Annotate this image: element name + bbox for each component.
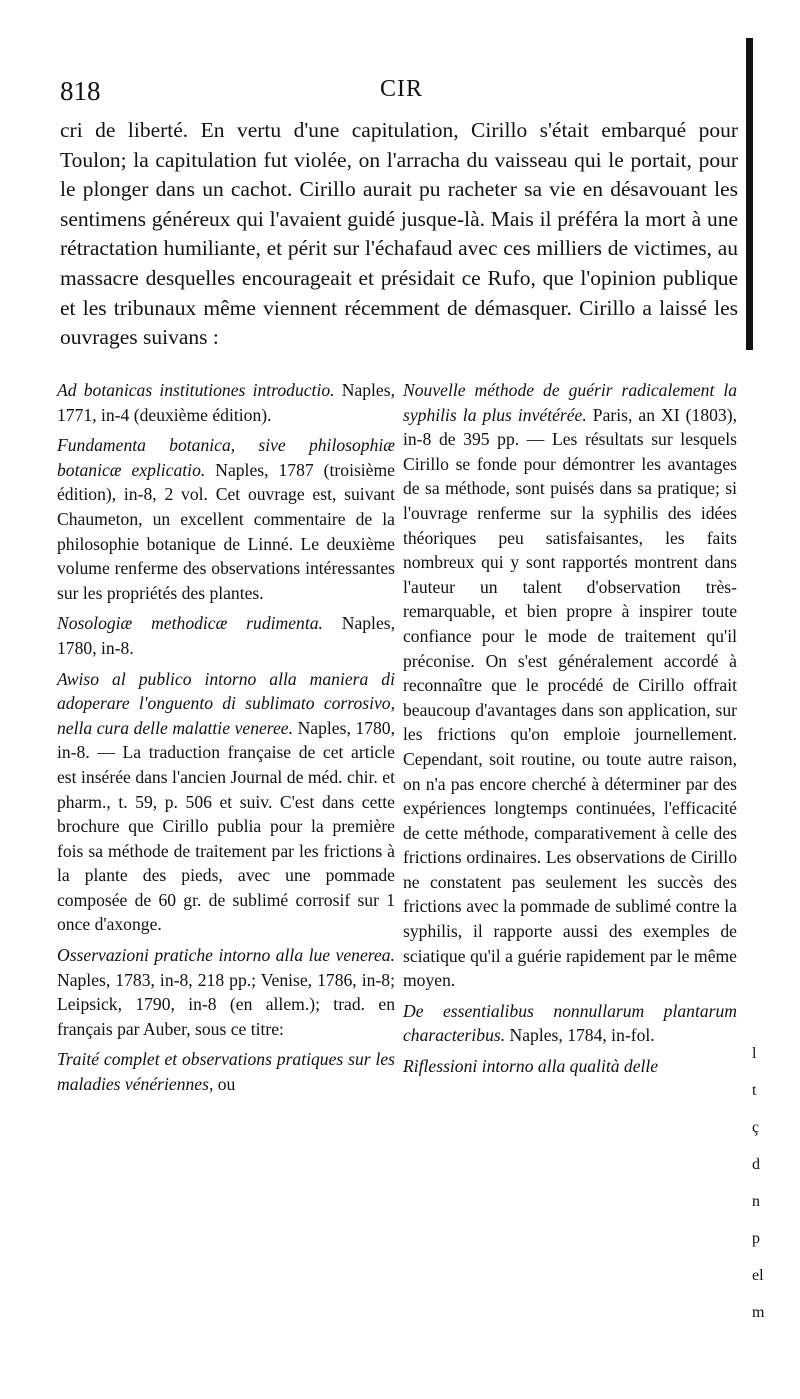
page-header bbox=[52, 76, 742, 116]
entry-text: Naples, 1780, in-8. — La traduction française de cet article est insérée dans l'ancien Journal de méd. chir. et pharm., t. 59, p. 506 et suiv. C'est dans cette brochure que Cirillo publia pour la première fois sa méthode de traitement par les frictions à la plante des pieds, avec une pommade composée de 60 gr. de sublimé corrosif sur 1 once d'axonge. bbox=[57, 717, 396, 935]
entry-title: Nouvelle méthode de guérir radicalement la syphilis la plus invétérée. bbox=[403, 380, 737, 425]
entry-title: Traité complet et observations pratiques sur les maladies vénériennes, bbox=[57, 1049, 395, 1095]
entry-title: Ad botanicas institutiones introductio. bbox=[57, 380, 335, 400]
margin-letter: l bbox=[752, 1045, 757, 1062]
right-column bbox=[403, 378, 737, 1085]
margin-letter: p bbox=[752, 1230, 760, 1247]
entry-text: ou bbox=[213, 1074, 236, 1095]
margin-letter: el bbox=[752, 1267, 764, 1284]
bibliography-entry bbox=[57, 611, 395, 660]
margin-fragment-letters bbox=[752, 1035, 782, 1331]
entry-title: Nosologiæ methodicæ rudimenta. bbox=[57, 613, 323, 634]
bibliography-entry bbox=[57, 943, 395, 1041]
entry-title: Fundamenta botanica, sive philosophiæ botanicæ explicatio. bbox=[57, 435, 395, 480]
bibliography-entry bbox=[57, 378, 395, 427]
page-number: 818 bbox=[60, 76, 101, 106]
entry-text: Paris, an XI (1803), in-8 de 395 pp. — Les résultats sur lesquels Cirillo se fonde pour démontrer les avantages de sa méthode, sont puisés dans sa pratique; si l'ouvrage renferme sur la syphilis des idées théoriques peu satisfaisantes, les faits nombreux qui y sont rapportés montrent dans l'auteur un talent d'observation très-remarquable, et bien propre à inspirer toute confiance pour le mode de traitement qu'il préconise. On s'est généralement accordé à reconnaître que le procédé de Cirillo offrait beaucoup d'avantages dans son application, sur les frictions qu'on emploie journellement. Cependant, soit routine, ou toute autre raison, on n'a pas encore cherché à déterminer par des expériences longtemps continuées, l'efficacité de cette méthode, comparativement à celle des frictions ordinaires. Les observations de Cirillo ne constatent pas seulement les succès des frictions avec la pommade de sublimé contre la syphilis, il rapporte aussi des exemples de sciatique qu'il a guérie rapidement par le même moyen. bbox=[403, 404, 737, 991]
intro-text: cri de liberté. En vertu d'une capitulation, Cirillo s'était embarqué pour Toulon; la capitulation fut violée, on l'arracha du vaisseau qui le portait, pour le plonger dans un cachot. Cirillo aurait pu racheter sa vie en désavouant les sentimens généreux qui l'avaient guidé jusque-là. Mais il préféra la mort à une rétractation humiliante, et périt sur l'échafaud avec ces milliers de victimes, au massacre desquelles encourageait et présidait ce Rufo, que l'opinion publique et les tribunaux même viennent récemment de démasquer. Cirillo a laissé les ouvrages suivans : bbox=[60, 118, 738, 350]
entry-text: Naples, 1784, in-fol. bbox=[505, 1025, 655, 1046]
bibliography-entry bbox=[57, 433, 395, 605]
entry-text: Naples, 1780, in-8. bbox=[57, 613, 395, 658]
margin-letter: m bbox=[752, 1304, 765, 1321]
margin-letter: d bbox=[752, 1156, 760, 1173]
bibliography-entry bbox=[403, 1054, 737, 1079]
bibliography-entry bbox=[57, 1047, 395, 1096]
intro-paragraph bbox=[60, 116, 738, 353]
scan-edge-shadow bbox=[746, 38, 753, 350]
bibliography-entry bbox=[57, 667, 395, 938]
left-column bbox=[57, 378, 395, 1103]
entry-title: Awiso al publico intorno alla maniera di adoperare l'onguento di sublimato corrosivo, nella cura delle malattie veneree. bbox=[57, 668, 395, 738]
margin-letter: ç bbox=[752, 1119, 760, 1136]
entry-title: Riflessioni intorno alla qualità delle bbox=[403, 1056, 659, 1077]
entry-text: Naples, 1787 (troisième édition), in-8, 2 vol. Cet ouvrage est, suivant Chaumeton, un excellent commentaire de la philosophie botanique de Linné. Le deuxième volume renferme des observations intéressantes sur les propriétés des plantes. bbox=[57, 459, 395, 603]
entry-text: Naples, 1771, in-4 (deuxième édition). bbox=[57, 380, 395, 425]
entry-text: Naples, 1783, in-8, 218 pp.; Venise, 1786, in-8; Leipsick, 1790, in-8 (en allem.); trad. en français par Auber, sous ce titre: bbox=[57, 969, 395, 1039]
entry-title: De essentialibus nonnullarum plantarum characteribus. bbox=[403, 1000, 737, 1046]
bibliography-entry bbox=[403, 378, 737, 993]
margin-letter: t bbox=[752, 1082, 757, 1099]
entry-title: Osservazioni pratiche intorno alla lue venerea. bbox=[57, 945, 395, 966]
margin-letter: n bbox=[752, 1193, 760, 1210]
bibliography-entry bbox=[403, 999, 737, 1048]
running-head: CIR bbox=[380, 76, 424, 102]
